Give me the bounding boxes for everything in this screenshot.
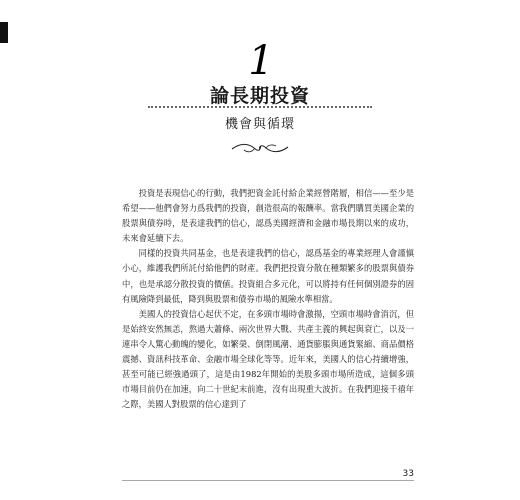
chapter-subtitle: 機會與循環 [224,117,295,132]
page-number: 33 [402,469,414,479]
chapter-title: 論長期投資 [209,85,310,107]
body-paragraph: 投資是表現信心的行動，我們把資金託付給企業經營階層，相信——至少是希望——他們會努力爲我們的投資，創造很高的報酬率。當我們購買美國企業的股票與債券時，是表達我們的信心，認爲美國經濟和金融市場長期以來的成功，未來會延續下去。 [122,188,414,244]
chapter-number: 1 [248,38,274,84]
chapter-edge-tab [0,22,8,43]
body-paragraph: 同樣的投資共同基金，也是表達我們的信心，認爲基金的專業經理人會謹愼小心，維護我們所託付給他們的財產。我們把投資分散在種類繁多的股票與債券中，也是承認分散投資的價値。投資組合多元化，可以將持有任何個別證券的固有風險降到最低，降到與股票和債券市場的風險水準相當。 [122,248,414,304]
footer-rule [122,480,414,481]
flourish-ornament-icon [230,142,290,154]
title-dotted-rule [148,106,372,108]
body-text [122,186,414,412]
body-paragraph: 美國人的投資信心起伏不定，在多頭市場時會激揚，空頭市場時會消沉，但是始終安然無恙，熬過大蕭條、兩次世界大戰、共產主義的興起與衰亡，以及一連串令人驚心動魄的變化，如繁榮、倒閉風潮、通貨膨脹與通貨緊縮、商品價格震撼、資訊科技革命、金融市場全球化等等。近年來，美國人的信心持續增強，甚至可能已經強過頭了，這是由1982年開始的美股多頭市場所造成，這個多頭市場目前仍在加速，向二十世紀末前進，沒有出現重大波折。在我們迎接千禧年之際，美國人對股票的信心達到了 [122,308,414,410]
